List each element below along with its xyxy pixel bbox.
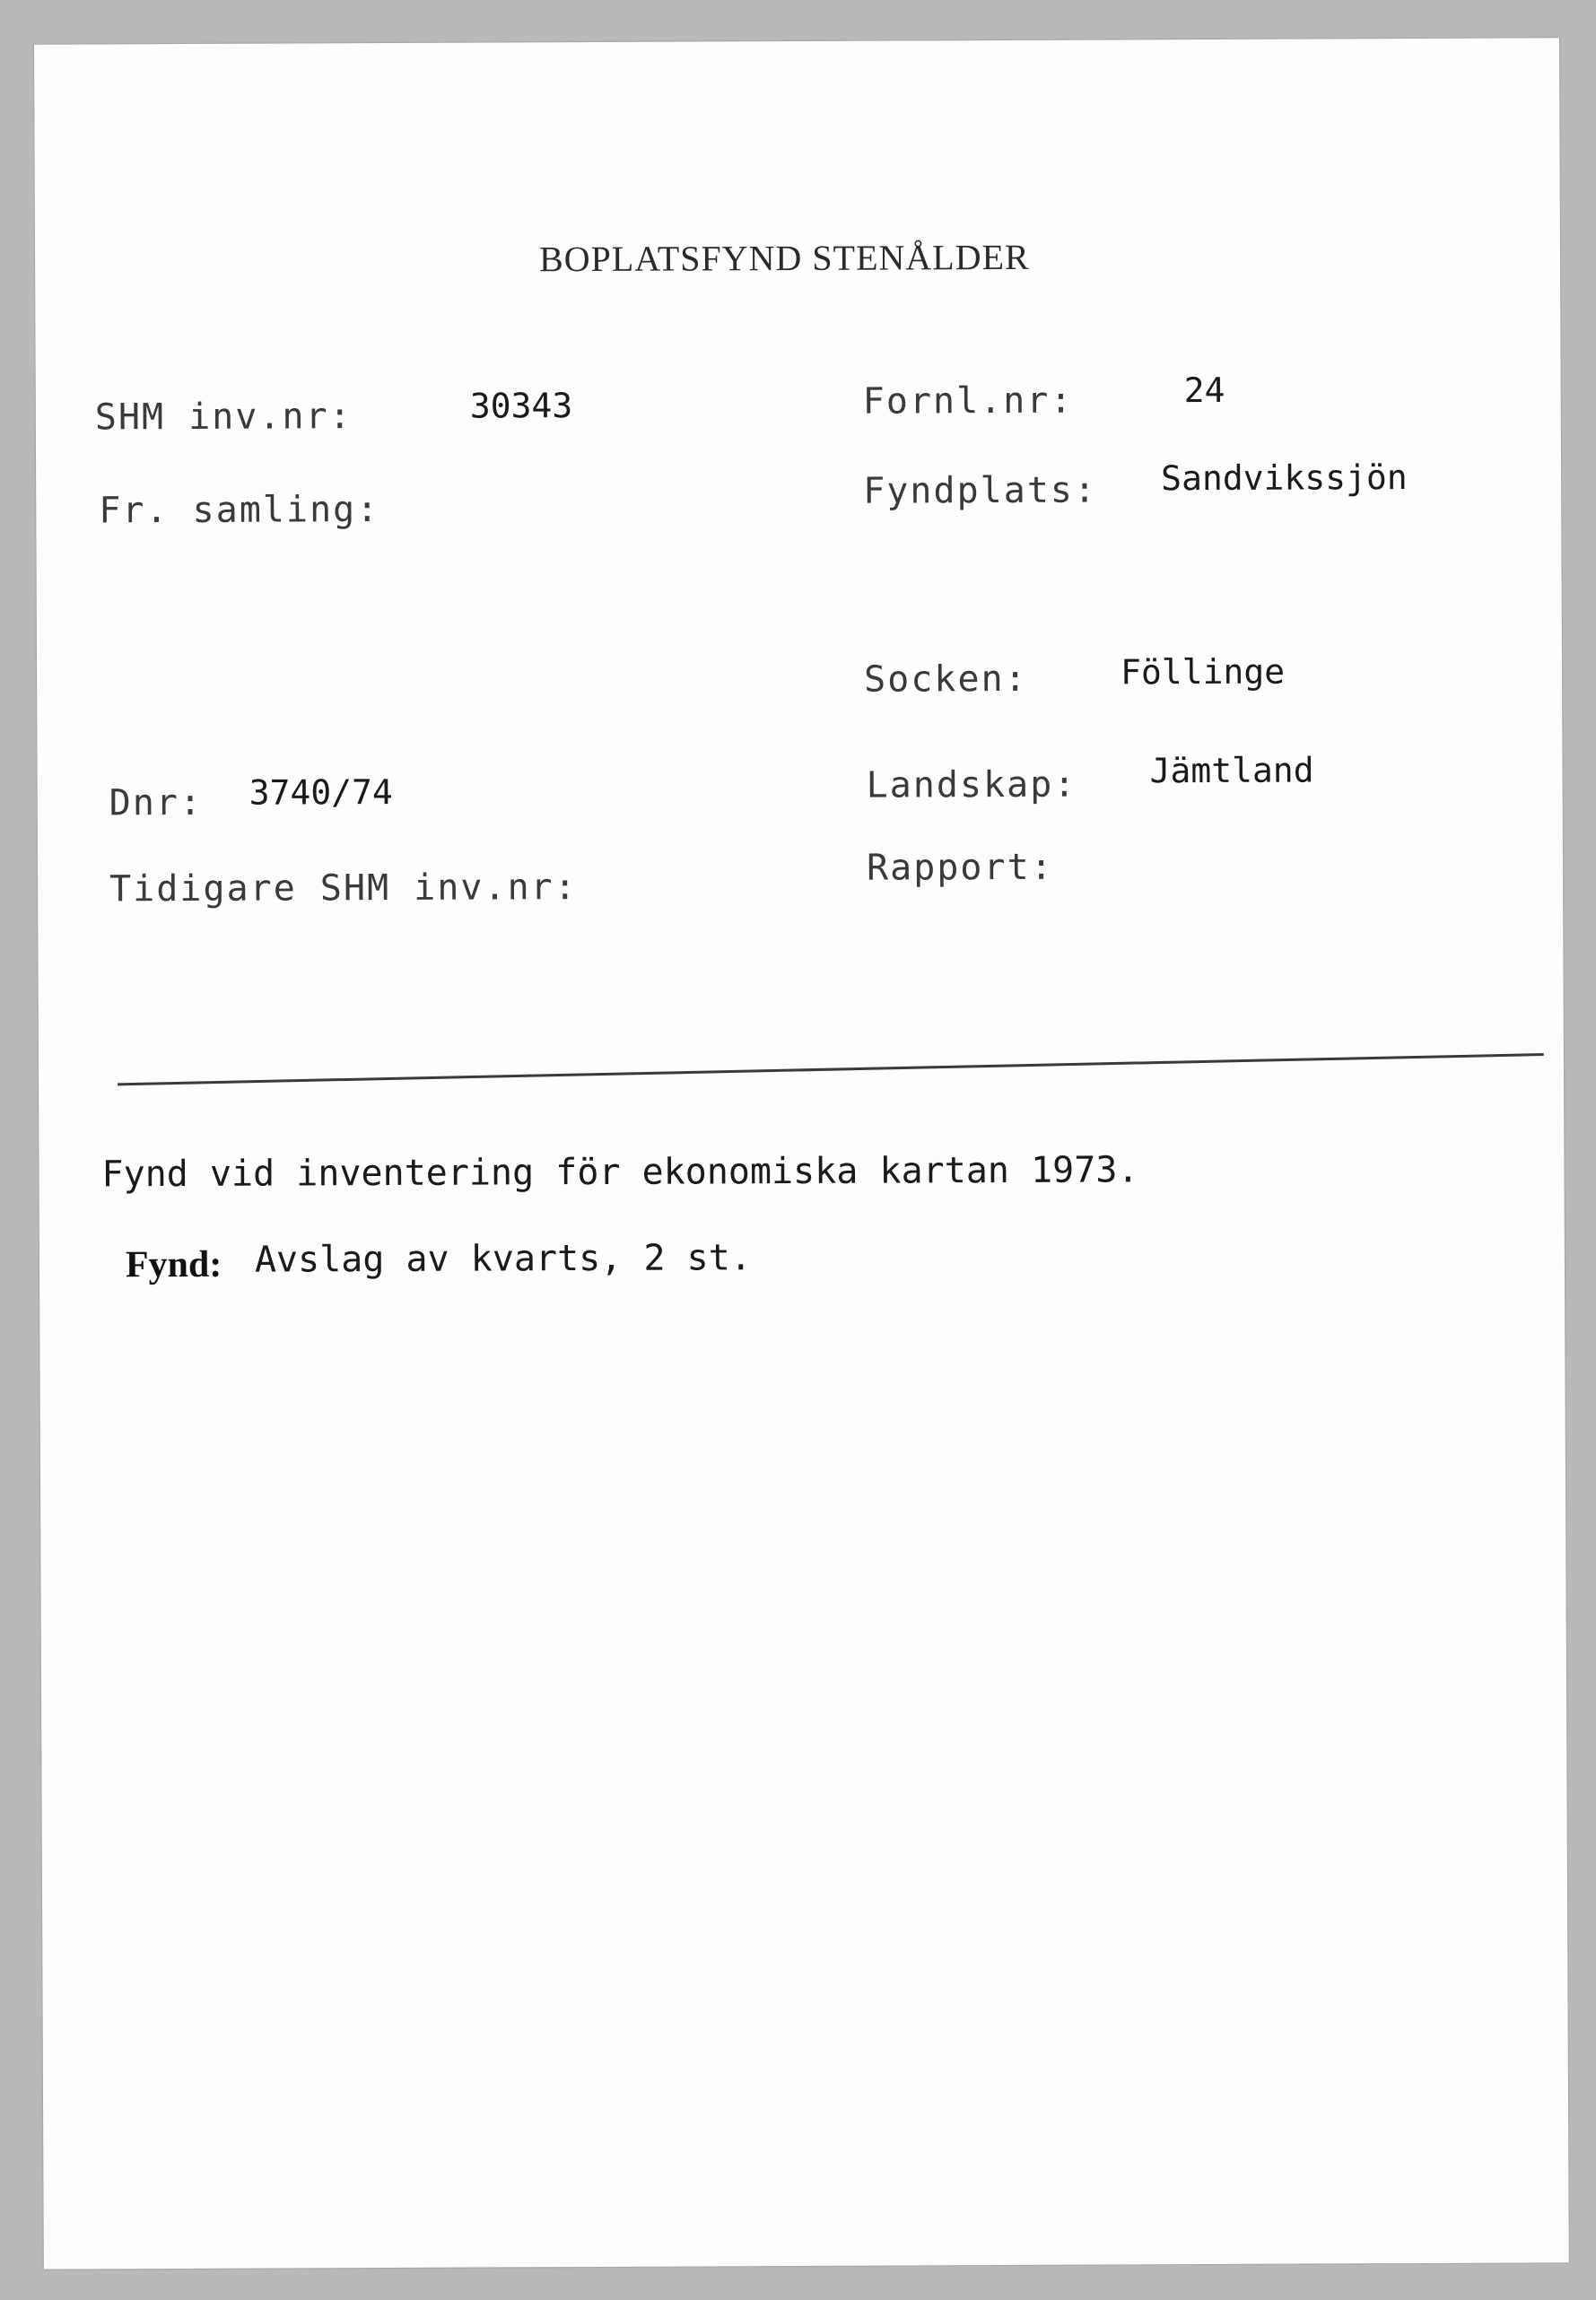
fr-samling-label: Fr. samling: <box>99 489 380 532</box>
fyndplats-label: Fyndplats: <box>863 469 1098 512</box>
socken-value: Föllinge <box>1120 651 1286 693</box>
dnr-label: Dnr: <box>109 781 204 824</box>
note-line: Fynd vid inventering för ekonomiska kartan 1973. <box>101 1149 1139 1196</box>
fynd-value: Avslag av kvarts, 2 st. <box>254 1237 752 1281</box>
shm-inv-value: 30343 <box>469 386 573 426</box>
tidigare-shm-label: Tidigare SHM inv.nr: <box>109 867 578 910</box>
socken-label: Socken: <box>864 658 1028 701</box>
fornl-value: 24 <box>1183 370 1225 411</box>
dnr-value: 3740/74 <box>249 771 393 813</box>
rapport-label: Rapport: <box>866 846 1054 889</box>
shm-inv-label: SHM inv.nr: <box>94 396 353 439</box>
fornl-label: Fornl.nr: <box>862 379 1074 423</box>
fynd-label: Fynd: <box>125 1243 222 1286</box>
fyndplats-value: Sandvikssjön <box>1161 457 1408 499</box>
index-card <box>34 38 1569 2269</box>
landskap-label: Landskap: <box>866 763 1077 806</box>
divider-line <box>118 1053 1544 1085</box>
card-heading: BOPLATSFYND STENÅLDER <box>538 236 1030 280</box>
landskap-value: Jämtland <box>1149 750 1314 791</box>
